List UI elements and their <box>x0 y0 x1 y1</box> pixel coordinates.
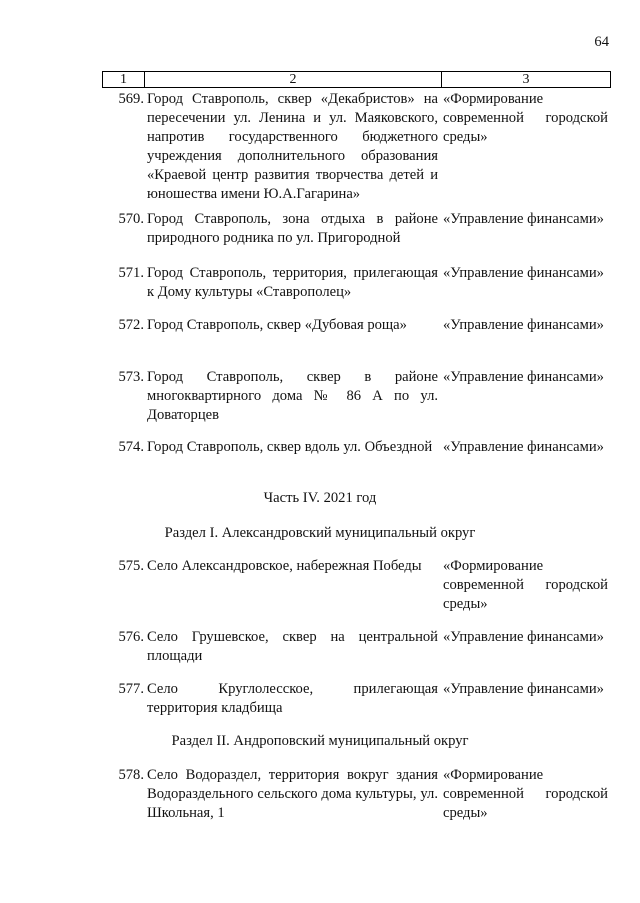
row-place: Город Ставрополь, сквер в районе многоквартирного дома № 86 А по ул. Доваторцев <box>147 369 438 423</box>
row-number: 570. <box>118 211 144 227</box>
row-place: Город Ставрополь, сквер «Дубовая роща» <box>147 317 407 333</box>
row-place: Город Ставрополь, сквер вдоль ул. Объездной <box>147 439 433 455</box>
row-place: Город Ставрополь, сквер «Декабристов» на пересечении ул. Ленина и ул. Маяковского, напротив государственного бюджетного учреждения дополнительного образования «Краевой центр развития творчества детей и юношества имени Ю.А.Гагарина» <box>147 91 438 202</box>
table-header <box>102 71 611 88</box>
row-number: 577. <box>118 681 144 697</box>
part-heading: Часть IV. 2021 год <box>263 490 377 506</box>
page-number: 64 <box>594 34 609 50</box>
row-program: «Управление финансами» <box>443 629 604 645</box>
row-place: Село Водораздел, территория вокруг здания Водораздельного сельского дома культуры, ул. Школьная, 1 <box>147 767 438 821</box>
row-program: «Управление финансами» <box>443 211 604 227</box>
row-place: Село Грушевское, сквер на центральной площади <box>147 629 438 664</box>
row-program: «Управление финансами» <box>443 317 604 333</box>
row-program: «Формирование современной городской среды» <box>443 558 608 612</box>
row-program: «Формирование современной городской среды» <box>443 767 608 821</box>
row-program: «Управление финансами» <box>443 439 604 455</box>
row-place: Село Александровское, набережная Победы <box>147 558 422 574</box>
section-heading-1: Раздел I. Александровский муниципальный округ <box>164 525 476 541</box>
row-number: 576. <box>118 629 144 645</box>
header-col-3: 3 <box>522 72 530 87</box>
section-heading-2: Раздел II. Андроповский муниципальный округ <box>171 733 469 749</box>
row-program: «Управление финансами» <box>443 369 604 385</box>
row-program: «Управление финансами» <box>443 681 604 697</box>
row-program: «Управление финансами» <box>443 265 604 281</box>
row-number: 578. <box>118 767 144 783</box>
row-number: 571. <box>118 265 144 281</box>
header-col-1: 1 <box>103 72 145 87</box>
row-number: 574. <box>118 439 144 455</box>
header-col-2: 2 <box>145 72 442 87</box>
row-place: Село Круглолесское, прилегающая территория кладбища <box>147 681 438 716</box>
row-place: Город Ставрополь, зона отдыха в районе природного родника по ул. Пригородной <box>147 211 438 246</box>
row-number: 569. <box>118 91 144 107</box>
row-program: «Формирование современной городской среды» <box>443 91 608 145</box>
row-number: 573. <box>118 369 144 385</box>
row-place: Город Ставрополь, территория, прилегающая к Дому культуры «Ставрополец» <box>147 265 438 300</box>
row-number: 572. <box>118 317 144 333</box>
row-number: 575. <box>118 558 144 574</box>
